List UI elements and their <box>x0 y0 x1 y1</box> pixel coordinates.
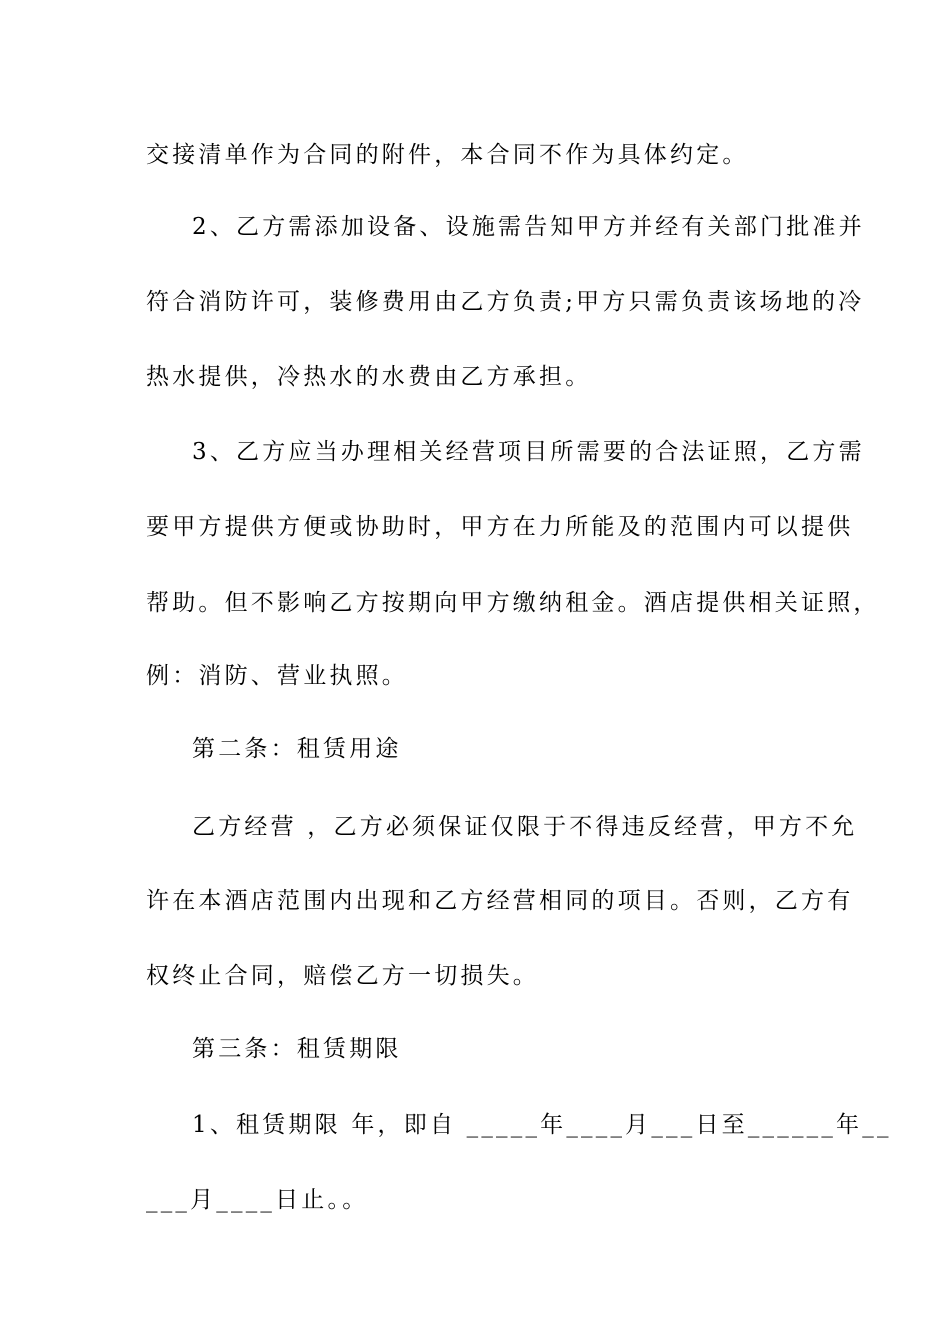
section-heading-article-2: 第二条：租赁用途 <box>192 736 402 762</box>
section-heading-article-3: 第三条：租赁期限 <box>192 1036 402 1062</box>
lease-term-line: 1、租赁期限 年，即自 _____年____月___日至______年__ <box>192 1112 892 1138</box>
clause-3-line: 3、乙方应当办理相关经营项目所需要的合法证照，乙方需 <box>192 439 865 465</box>
paragraph-line: 例：消防、营业执照。 <box>146 663 408 689</box>
paragraph-line: 符合消防许可，装修费用由乙方负责;甲方只需负责该场地的冷 <box>146 289 865 315</box>
clause-2-line: 2、乙方需添加设备、设施需告知甲方并经有关部门批准并 <box>192 214 865 240</box>
paragraph-line: 交接清单作为合同的附件，本合同不作为具体约定。 <box>146 142 749 168</box>
paragraph-line: 权终止合同，赔偿乙方一切损失。 <box>146 963 539 989</box>
paragraph-line: 热水提供，冷热水的水费由乙方承担。 <box>146 364 592 390</box>
paragraph-line: 要甲方提供方便或协助时，甲方在力所能及的范围内可以提供 <box>146 514 854 540</box>
lease-term-line-continued: ___月____日止。。 <box>146 1187 369 1213</box>
paragraph-line: 乙方经营 ，乙方必须保证仅限于不得违反经营，甲方不允 <box>192 814 858 840</box>
paragraph-line: 许在本酒店范围内出现和乙方经营相同的项目。否则，乙方有 <box>146 888 854 914</box>
paragraph-line: 帮助。但不影响乙方按期向甲方缴纳租金。酒店提供相关证照， <box>146 590 880 616</box>
